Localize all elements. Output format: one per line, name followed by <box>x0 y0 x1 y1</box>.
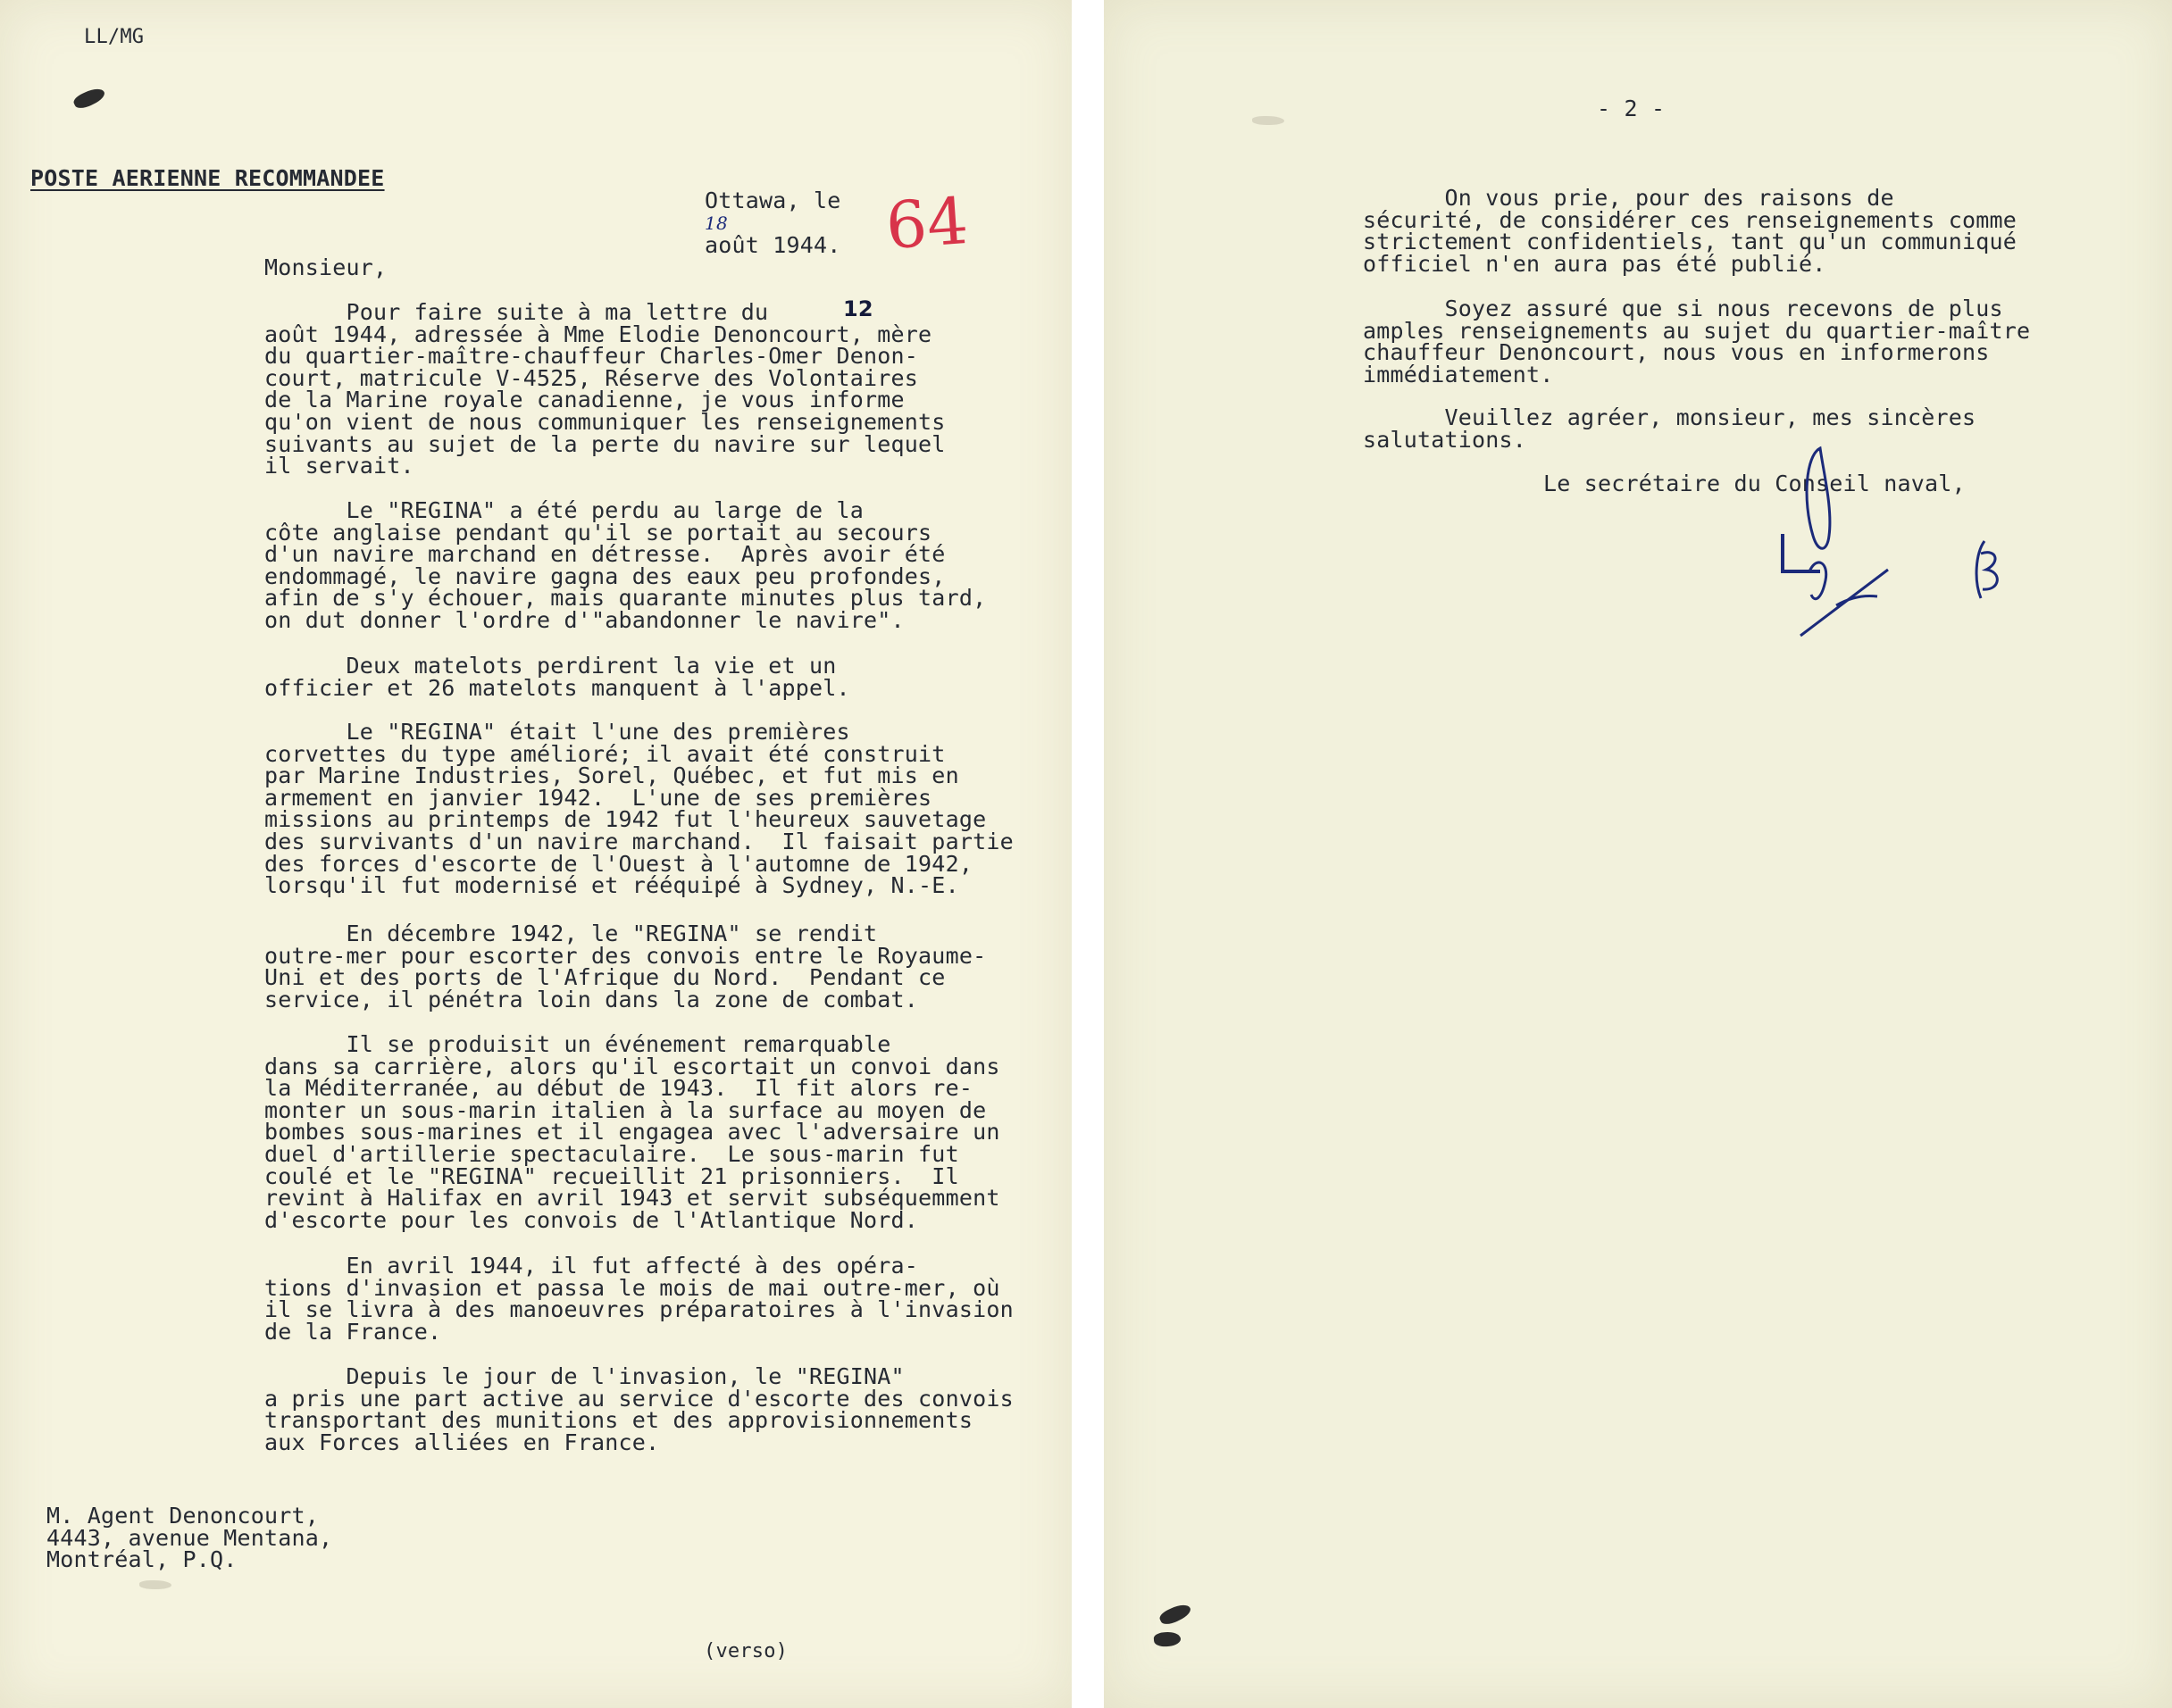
text-line: officier et 26 matelots manquent à l'appel. <box>264 674 850 701</box>
text-line: service, il pénétra loin dans la zone de combat. <box>264 986 919 1012</box>
p2-paragraph-2 <box>1363 298 2030 386</box>
text-line: aux Forces alliées en France. <box>264 1429 660 1455</box>
text-line: missions au printemps de 1942 fut l'heureux sauvetage <box>264 806 987 833</box>
letter-page-2 <box>1104 0 2172 1708</box>
text-line: afin de s'y échouer, mais quarante minutes plus tard, <box>264 585 987 612</box>
paragraph-4 <box>264 721 1014 897</box>
text-line: outre-mer pour escorter des convois entre le Royaume- <box>264 942 987 969</box>
paragraph-3 <box>264 655 850 699</box>
text-line: d'escorte pour les convois de l'Atlantique Nord. <box>264 1206 919 1233</box>
page-number: - 2 - <box>1597 96 1666 121</box>
punch-hole <box>139 1580 171 1589</box>
text-line: dans sa carrière, alors qu'il escortait un convoi dans <box>264 1053 1000 1079</box>
dateline-suffix: août 1944. <box>705 231 841 258</box>
punch-hole <box>71 85 106 112</box>
text-line: Depuis le jour de l'invasion, le "REGINA" <box>264 1363 905 1389</box>
paragraph-6 <box>264 1031 1000 1233</box>
initials-mark <box>1965 536 2009 607</box>
text-line: qu'on vient de nous communiquer les renseignements <box>264 408 946 435</box>
recipient-address <box>46 1505 332 1571</box>
signature-scrawl <box>1747 437 1899 643</box>
text-line: Il se produisit un événement remarquable <box>264 1031 891 1057</box>
text-line: Deux matelots perdirent la vie et un <box>264 653 837 679</box>
paragraph-7 <box>264 1255 1014 1343</box>
text-line: de la France. <box>264 1318 442 1345</box>
typist-initials: LL/MG <box>84 26 145 48</box>
text-line: monter un sous-marin italien à la surface au moyen de <box>264 1096 987 1123</box>
text-line: officiel n'en aura pas été publié. <box>1363 250 1826 277</box>
dateline <box>650 168 841 279</box>
text-line: Le "REGINA" a été perdu au large de la <box>264 497 865 523</box>
text-line: du quartier-maître-chauffeur Charles-Omer Denon- <box>264 343 919 370</box>
text-line: août 1944, adressée à Mme Elodie Denoncourt, mère <box>264 321 932 347</box>
text-line: on dut donner l'ordre d'"abandonner le navire". <box>264 606 905 633</box>
text-line: revint à Halifax en avril 1943 et servit subséquemment <box>264 1185 1000 1212</box>
salutation: Monsieur, <box>264 254 388 280</box>
text-line: a pris une part active au service d'escorte des convois <box>264 1385 1014 1412</box>
address-line: M. Agent Denoncourt, <box>46 1503 320 1529</box>
text-line: Pour faire suite à ma lettre du <box>264 299 769 325</box>
text-line: Le "REGINA" était l'une des premières <box>264 719 850 745</box>
text-line: court, matricule V-4525, Réserve des Volontaires <box>264 364 919 391</box>
text-line: Veuillez agréer, monsieur, mes sincères <box>1363 404 1976 430</box>
text-line: de la Marine royale canadienne, je vous informe <box>264 387 905 413</box>
text-line: Soyez assuré que si nous recevons de plus <box>1363 296 2003 321</box>
letter-page-1 <box>0 0 1072 1708</box>
p2-paragraph-1 <box>1363 187 2017 275</box>
text-line: chauffeur Denoncourt, nous vous en informerons <box>1363 339 1990 366</box>
text-line: il servait. <box>264 453 414 479</box>
paragraph-1 <box>264 299 946 479</box>
text-line: immédiatement. <box>1363 361 1554 387</box>
signature-title: Le secrétaire du Conseil naval, <box>1543 471 1966 496</box>
text-line: des survivants d'un navire marchand. Il faisait partie <box>264 828 1014 854</box>
text-line: amples renseignements au sujet du quartier-maître <box>1363 317 2031 344</box>
text-line: la Méditerranée, au début de 1943. Il fit alors re- <box>264 1075 973 1102</box>
address-line: 4443, avenue Mentana, <box>46 1524 333 1551</box>
text-line: sécurité, de considérer ces renseignements comme <box>1363 206 2017 233</box>
text-line: bombes sous-marines et il engagea avec l'adversaire un <box>264 1119 1000 1146</box>
text-line: tions d'invasion et passa le mois de mai outre-mer, où <box>264 1274 1000 1301</box>
text-line: transportant des munitions et des approvisionnements <box>264 1407 973 1434</box>
paragraph-5 <box>264 923 986 1011</box>
paragraph-8 <box>264 1363 1014 1455</box>
text-line: On vous prie, pour des raisons de <box>1363 185 1894 211</box>
text-line: En décembre 1942, le "REGINA" se rendit <box>264 921 878 946</box>
text-line: côte anglaise pendant qu'il se portait au secours <box>264 519 932 546</box>
address-line: Montréal, P.Q. <box>46 1546 238 1573</box>
verso-note: (verso) <box>704 1640 789 1662</box>
text-line: lorsqu'il fut modernisé et rééquipé à Sydney, N.-E. <box>264 872 959 899</box>
text-line: Uni et des ports de l'Afrique du Nord. Pendant ce <box>264 964 946 991</box>
text-line: salutations. <box>1363 426 1527 453</box>
text-line: duel d'artillerie spectaculaire. Le sous-marin fut <box>264 1140 959 1167</box>
text-line: des forces d'escorte de l'Ouest à l'automne de 1942, <box>264 850 973 877</box>
text-line: corvettes du type amélioré; il avait été construit <box>264 740 946 767</box>
handwritten-letter-day: 12 <box>843 296 873 321</box>
handwritten-file-number: 64 <box>883 182 971 264</box>
punch-hole <box>1252 116 1284 125</box>
text-line: armement en janvier 1942. L'une de ses premières <box>264 784 932 811</box>
mail-header: POSTE AERIENNE RECOMMANDEE <box>30 165 385 191</box>
text-line: En avril 1944, il fut affecté à des opéra- <box>264 1253 919 1279</box>
paragraph-2 <box>264 497 987 633</box>
punch-hole <box>1153 1631 1181 1648</box>
text-line: par Marine Industries, Sorel, Québec, et fut mis en <box>264 762 959 789</box>
text-line: endommagé, le navire gagna des eaux peu profondes, <box>264 562 946 589</box>
text-line: suivants au sujet de la perte du navire sur lequel <box>264 430 946 457</box>
text-line: strictement confidentiels, tant qu'un communiqué <box>1363 229 2017 255</box>
punch-hole <box>1157 1601 1192 1628</box>
dateline-prefix: Ottawa, le <box>705 187 841 213</box>
dateline-day: 18 <box>705 212 728 235</box>
text-line: il se livra à des manoeuvres préparatoires à l'invasion <box>264 1296 1014 1323</box>
page-divider <box>1072 0 1104 1708</box>
text-line: d'un navire marchand en détresse. Après avoir été <box>264 541 946 568</box>
text-line: coulé et le "REGINA" recueillit 21 prisonniers. Il <box>264 1162 959 1189</box>
